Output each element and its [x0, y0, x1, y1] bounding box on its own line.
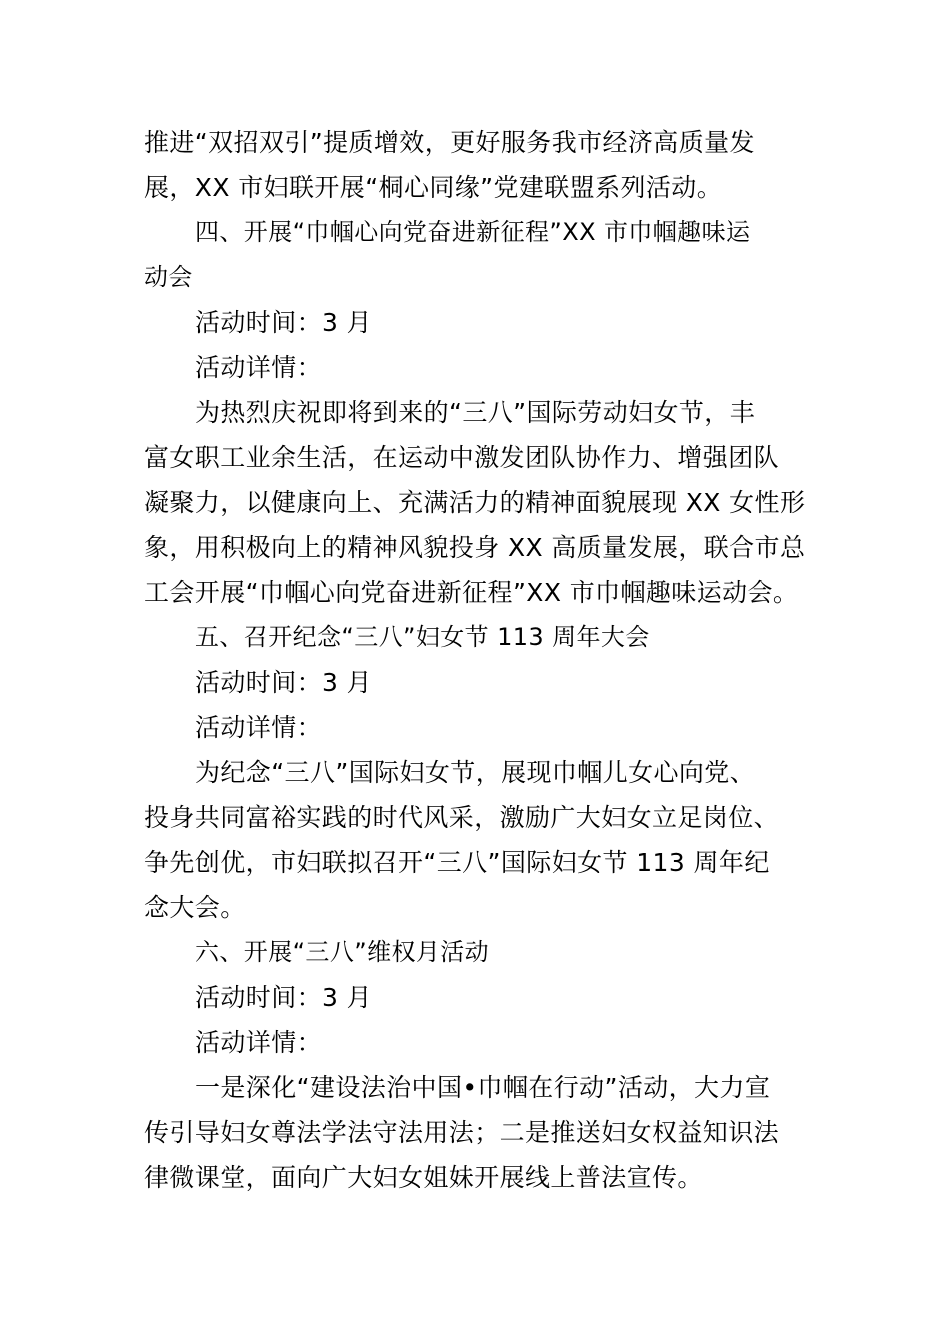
section-5-details — [144, 750, 810, 930]
section-5-time: 活动时间：3 月 — [195, 668, 373, 697]
section-6-heading: 六、开展“三八”维权月活动 — [195, 938, 490, 966]
section-6-details — [144, 1065, 810, 1200]
section-5-details-label: 活动详情： — [195, 713, 323, 742]
section-6-details-line-2: 传引导妇女尊法学法守法用法；二是推送妇女权益知识法 — [144, 1118, 780, 1147]
section-4-details-line-4: 象，用积极向上的精神风貌投身 XX 高质量发展，联合市总 — [144, 533, 806, 562]
section-4-heading — [144, 210, 810, 300]
section-5-details-line-1: 为纪念“三八”国际妇女节，展现巾帼儿女心向党、 — [195, 758, 756, 787]
section-5-details-line-3: 争先创优，市妇联拟召开“三八”国际妇女节 113 周年纪 — [144, 848, 770, 877]
section-6-details-line-1: 一是深化“建设法治中国•巾帼在行动”活动，大力宣 — [195, 1073, 771, 1102]
intro-paragraph — [144, 120, 810, 210]
section-4-details-label: 活动详情： — [195, 353, 323, 382]
section-6-time: 活动时间：3 月 — [195, 983, 373, 1012]
section-4-details-line-5: 工会开展“巾帼心向党奋进新征程”XX 市巾帼趣味运动会。 — [144, 578, 799, 607]
section-5-heading: 五、召开纪念“三八”妇女节 113 周年大会 — [195, 623, 650, 651]
document-body — [144, 120, 810, 1200]
section-4-details-line-2: 富女职工业余生活，在运动中激发团队协作力、增强团队 — [144, 443, 780, 472]
section-4-heading-line-1: 四、开展“巾帼心向党奋进新征程”XX 市巾帼趣味运 — [195, 218, 751, 246]
intro-line-1: 推进“双招双引”提质增效，更好服务我市经济高质量发 — [144, 128, 755, 157]
intro-line-2: 展，XX 市妇联开展“桐心同缘”党建联盟系列活动。 — [144, 173, 723, 202]
section-4-details — [144, 390, 810, 615]
section-5-details-line-4: 念大会。 — [144, 893, 246, 922]
section-4-heading-line-2: 动会 — [144, 263, 193, 291]
section-6-details-label: 活动详情： — [195, 1028, 323, 1057]
section-4-details-line-1: 为热烈庆祝即将到来的“三八”国际劳动妇女节，丰 — [195, 398, 756, 427]
section-6-details-line-3: 律微课堂，面向广大妇女姐妹开展线上普法宣传。 — [144, 1163, 703, 1192]
section-4-time: 活动时间：3 月 — [195, 308, 373, 337]
section-4-details-line-3: 凝聚力，以健康向上、充满活力的精神面貌展现 XX 女性形 — [144, 488, 806, 517]
section-5-details-line-2: 投身共同富裕实践的时代风采，激励广大妇女立足岗位、 — [144, 803, 780, 832]
